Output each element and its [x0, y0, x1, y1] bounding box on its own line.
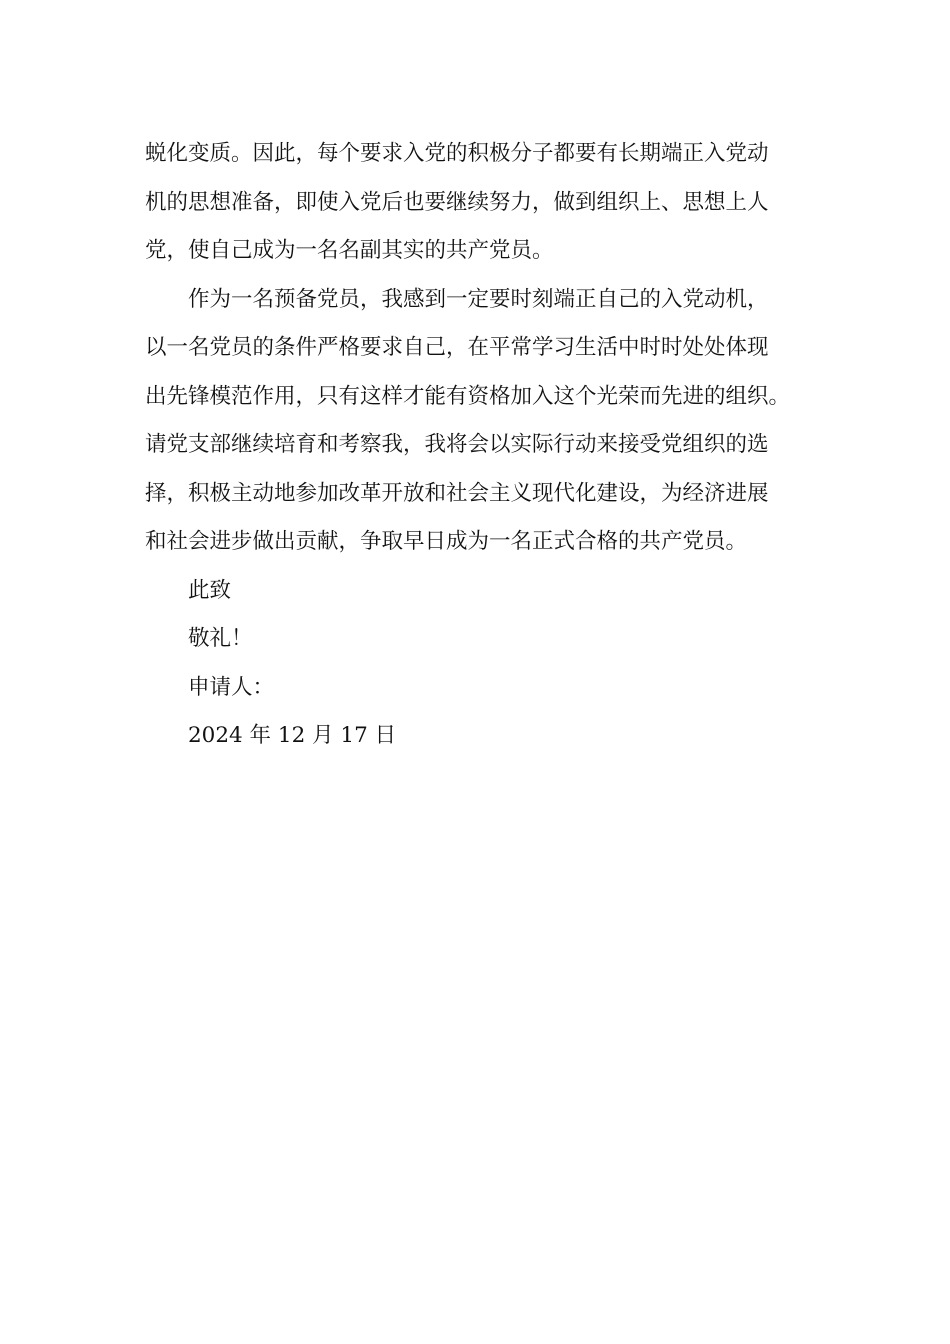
paragraph-line: 请党支部继续培育和考察我，我将会以实际行动来接受党组织的选: [145, 432, 769, 457]
paragraph-line: 蜕化变质。因此，每个要求入党的积极分子都要有长期端正入党动: [145, 141, 769, 166]
paragraph-line: 机的思想准备，即使入党后也要继续努力，做到组织上、思想上人: [145, 189, 769, 215]
paragraph-line: 和社会进步做出贡献，争取早日成为一名正式合格的共产党员。: [145, 529, 748, 554]
paragraph-line: 择，积极主动地参加改革开放和社会主义现代化建设，为经济进展: [145, 480, 769, 506]
document-body: [145, 130, 815, 761]
applicant-label: 申请人：: [188, 674, 275, 700]
date-text: 2024 年 12 月 17 日: [188, 723, 397, 748]
closing-text: 此致: [188, 577, 232, 603]
paragraph-line: 党，使自己成为一名名副其实的共产党员。: [145, 238, 554, 263]
paragraph-line: 作为一名预备党员，我感到一定要时刻端正自己的入党动机，: [188, 286, 769, 312]
paragraph-line: 出先锋模范作用，只有这样才能有资格加入这个光荣而先进的组织。: [145, 383, 791, 409]
paragraph-line: 以一名党员的条件严格要求自己，在平常学习生活中时时处处体现: [145, 335, 769, 360]
salutation-text: 敬礼！: [188, 626, 253, 651]
